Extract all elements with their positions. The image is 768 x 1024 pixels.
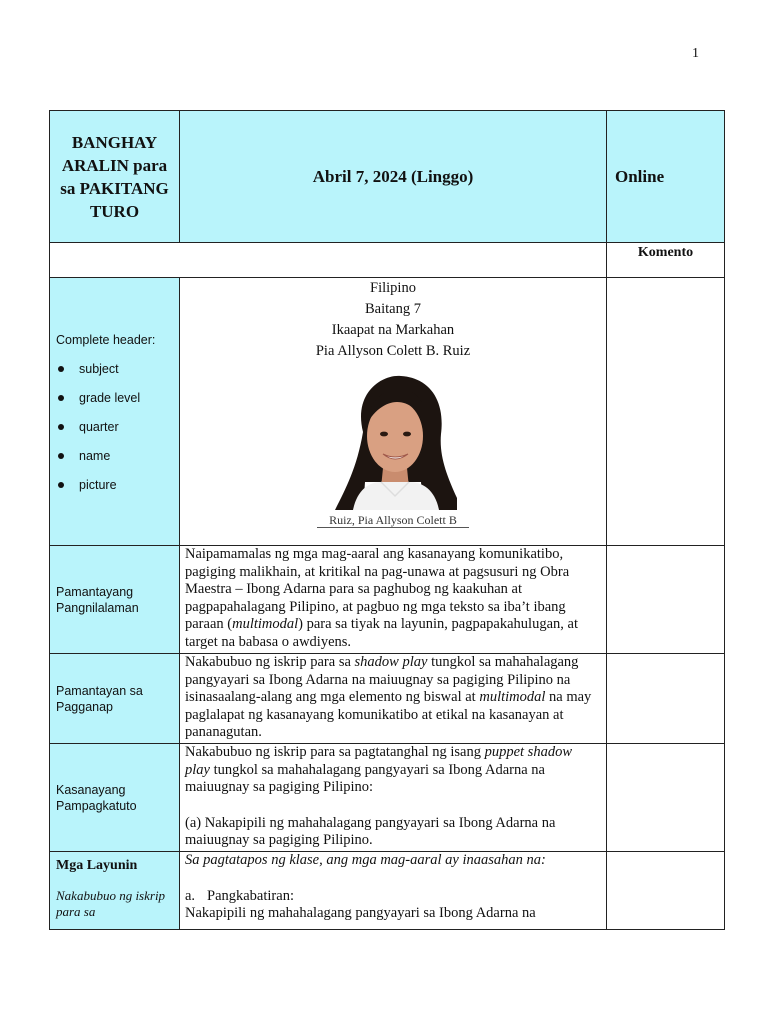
teacher-photo: [323, 372, 463, 510]
komento-cell: [607, 546, 725, 654]
pampagkatuto-item-a: (a) Nakapipili ng mahahalagang pangyayari sa Ibong Adarna na maiuugnay sa pagiging Pilipino.: [185, 814, 556, 848]
layunin-label-cell: [50, 852, 180, 930]
pampagkatuto-row: [50, 744, 725, 852]
quarter-text: Ikaapat na Markahan: [331, 322, 455, 338]
komento-cell: [607, 278, 725, 546]
bullet-icon: [58, 453, 64, 459]
komento-header: Komento: [607, 243, 725, 278]
pagganap-text: Nakabubuo ng iskrip para sa shadow play tungkol sa mahahalagang pangyayari sa Ibong Adarna na maiuugnay sa pagiging Pilipino na isinasaalang-alang ang mga elemento ng biswal at multimodal na may paglalapat ng kasanayang komunikatibo at etikal na kasanayan at pananagutan.: [180, 654, 607, 744]
layunin-intro: Sa pagtatapos ng klase, ang mga mag-aaral ay inaasahan na:: [185, 852, 546, 868]
plan-date: Abril 7, 2024 (Linggo): [180, 111, 607, 243]
checklist-item: picture: [56, 470, 173, 499]
layunin-content: [180, 852, 607, 930]
teacher-name: Pia Allyson Colett B. Ruiz: [315, 343, 471, 359]
grade-text: Baitang 7: [365, 301, 421, 317]
pampagkatuto-text: Nakabubuo ng iskrip para sa pagtatanghal ng isang puppet shadow play tungkol sa mahahalagang pangyayari sa Ibong Adarna na maiuugnay sa pagiging Pilipino: (a) Nakapipili ng mahahalagang pangyayari sa Ibong Adarna na maiuugnay sa pagiging Pilipino.: [180, 744, 607, 852]
layunin-item-text: Nakapipili ng mahahalagang pangyayari sa Ibong Adarna na: [185, 905, 536, 921]
komento-cell: [607, 654, 725, 744]
blank-cell: [50, 243, 607, 278]
komento-cell: [607, 852, 725, 930]
pangnilalaman-row: [50, 546, 725, 654]
bullet-icon: [58, 482, 64, 488]
komento-cell: [607, 744, 725, 852]
pampagkatuto-label: Kasanayang Pampagkatuto: [50, 744, 180, 852]
portrait-image: [323, 372, 463, 510]
pangnilalaman-text: Naipamamalas ng mga mag-aaral ang kasanayang komunikatibo, pagiging malikhain, at kritikal na pag-unawa at pagsusuri ng Obra Maestra – Ibong Adarna para sa paghubog ng kaakuhan at pagpapahalagang Pilipino, at pagbuo ng mga teksto sa iba’t ibang paraan (multimodal) para sa tiyak na layunin, pagpapakahulugan, at target na babasa o awdiyens.: [180, 546, 607, 654]
lesson-plan-table: [49, 110, 725, 930]
layunin-item: [185, 888, 600, 906]
complete-header-row: [50, 278, 725, 546]
bullet-icon: [58, 395, 64, 401]
layunin-title: Mga Layunin: [56, 858, 138, 873]
complete-header-content: [180, 278, 607, 546]
bullet-icon: [58, 366, 64, 372]
subject-text: Filipino: [370, 280, 416, 296]
checklist-item: quarter: [56, 412, 173, 441]
checklist-item: name: [56, 441, 173, 470]
layunin-row: [50, 852, 725, 930]
bullet-icon: [58, 424, 64, 430]
complete-header-label: Complete header:: [56, 333, 156, 347]
photo-caption: Ruiz, Pia Allyson Colett B: [180, 510, 606, 531]
komento-row: [50, 243, 725, 278]
plan-title: BANGHAY ARALIN para sa PAKITANG TURO: [50, 111, 180, 243]
complete-header-label-cell: [50, 278, 180, 546]
layunin-sub: Nakabubuo ng iskrip para sa: [56, 888, 166, 919]
checklist-item: grade level: [56, 383, 173, 412]
layunin-item-label: Pangkabatiran:: [207, 887, 294, 904]
pangnilalaman-label: Pamantayang Pangnilalaman: [50, 546, 180, 654]
page-number: 1: [692, 46, 699, 61]
plan-mode: Online: [607, 111, 725, 243]
header-row: [50, 111, 725, 243]
pagganap-label: Pamantayan sa Pagganap: [50, 654, 180, 744]
checklist-item: subject: [56, 354, 173, 383]
layunin-item-number: a.: [185, 887, 196, 904]
header-checklist: [56, 354, 173, 499]
pagganap-row: [50, 654, 725, 744]
